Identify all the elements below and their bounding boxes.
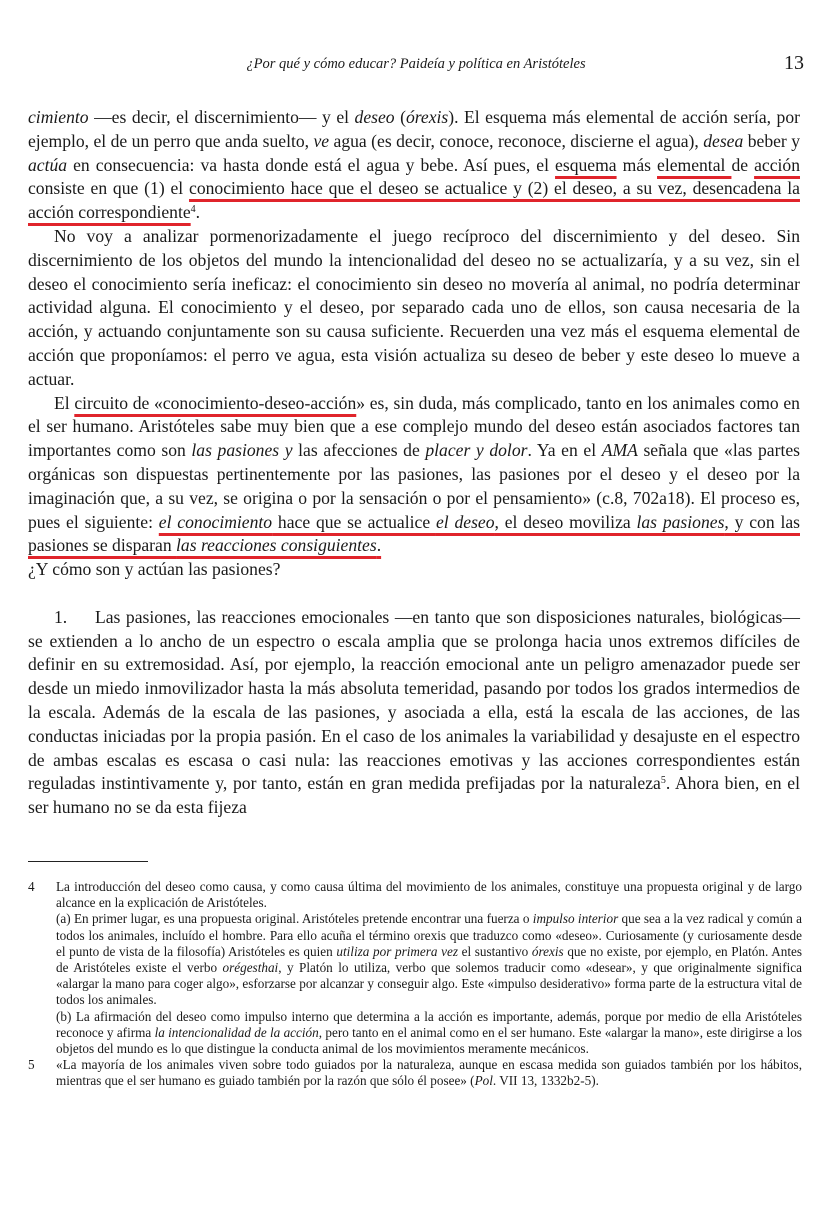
text-span: que no existe, por ejemplo, en Platón. Antes de Aristóteles existe el verbo xyxy=(56,943,802,976)
text-span: en consecuencia: va hasta donde está el agua y bebe. Así pues, el xyxy=(67,154,556,175)
text-span: desea xyxy=(703,130,744,151)
text-span: orégesthai xyxy=(222,960,279,976)
text-span: impulso interior xyxy=(532,911,619,927)
footnote-5 xyxy=(28,1057,802,1089)
text-span: órexis xyxy=(531,943,564,959)
text-span: señala que «las partes orgánicas son dispuestas pertinentemente por las pasiones, las pasiones por el deseo y el deseo por la imaginación que, a su vez, se origina o por la sensación o por el pensamiento» (c.8, 702a18). El proceso es, pues el siguiente: xyxy=(28,440,800,532)
text-span: ¿Y cómo son y actúan las pasiones? xyxy=(28,559,281,580)
highlight-underline: circuito de «conocimiento-deseo-acción xyxy=(74,392,357,413)
text-span: ( xyxy=(394,107,406,127)
text-span: agua (es decir, conoce, reconoce, discierne el agua), xyxy=(329,130,704,151)
footnote-4 xyxy=(28,879,802,1057)
text-span: —es decir, el discernimiento— y el xyxy=(88,107,355,127)
text-span: , y con las pasiones se disparan xyxy=(28,511,800,556)
footnote-text xyxy=(56,911,802,1008)
page-number: 13 xyxy=(784,52,804,74)
section-number: 1. xyxy=(54,606,68,627)
text-span: Pol xyxy=(474,1073,493,1089)
text-span: Las pasiones, las reacciones emocionales —en tanto que son disposiciones naturales, biológicas— se extienden a lo ancho de un espectro o escala amplia que se prolonga hacia unos extremos difíciles de definir en su extremosidad. Así, por ejemplo, la reacción emocional ante un peligro amenazador puede ser desde un miedo inmovilizador hasta la más absoluta temeridad, pasando por todos los grados intermedios de la escala. Además de la escala de las pasiones, y asociada a ella, está la escala de las acciones, de las conductas iniciadas por la propia pasión. En el caso de los animales la variabilidad y desajuste en el espectro de ambas escalas es escasa o casi nula: las reacciones emotivas y las acciones correspondientes están reguladas instintivamente y, por tanto, están en gran medida prefijadas por la naturaleza xyxy=(28,606,800,794)
text-span: utiliza por primera vez xyxy=(336,943,458,959)
text-span: . xyxy=(195,202,201,223)
text-span: placer y dolor xyxy=(425,440,528,461)
text-span: . Ya en el xyxy=(527,440,602,461)
footnote-number: 4 xyxy=(28,879,35,894)
text-span: El xyxy=(54,392,75,413)
text-span: . Ahora bien, en el ser humano no se da esta fijeza xyxy=(28,773,800,818)
text-span: ve xyxy=(313,130,330,151)
text-span: , el deseo moviliza xyxy=(494,511,637,532)
text-span: las afecciones de xyxy=(292,440,426,461)
text-span: hace que se actualice xyxy=(272,511,436,532)
footnote-ref-5[interactable]: 5 xyxy=(660,775,666,787)
footnote-text: La introducción del deseo como causa, y como causa última del movimiento de los animales, constituye una propuesta original y de largo alcance en la explicación de Aristóteles. xyxy=(56,879,802,911)
text-span: » es, sin duda, más complicado, tanto en los animales como en el ser humano. Aristóteles sabe muy bien que a ese complejo mundo del deseo están asociados factores tan importantes como son xyxy=(28,392,800,461)
text-span: más xyxy=(616,154,658,175)
highlight-underline: elemental xyxy=(657,154,732,175)
text-span: beber y xyxy=(743,130,801,151)
text-span: AMA xyxy=(601,440,638,461)
text-span: «La mayoría de los animales viven sobre todo guiados por la naturaleza, aunque en escasa medida son guiados también por los hábitos, mientras que el ser humano es guiado también por la razón que sólo él posee» ( xyxy=(56,1057,802,1089)
text-span: las reacciones consiguientes xyxy=(176,535,377,556)
text-span: . xyxy=(376,535,382,556)
footnote-text xyxy=(56,1009,802,1058)
footnote-number: 5 xyxy=(28,1057,35,1073)
highlight-underline: conocimiento hace que el deseo se actualice y (2) el deseo, a su vez, desencadena la acción correspondiente xyxy=(28,178,800,223)
text-span: las pasiones xyxy=(636,511,725,532)
text-span: el sustantivo xyxy=(457,943,532,959)
text-span: la intencionalidad de la acción xyxy=(154,1024,319,1040)
paragraph-3 xyxy=(28,392,800,582)
running-header xyxy=(28,52,804,78)
footnote-text xyxy=(56,1057,802,1089)
text-span: órexis xyxy=(405,107,449,127)
footnote-body xyxy=(56,1057,802,1089)
paragraph-1 xyxy=(28,106,800,225)
text-span: el conocimiento xyxy=(158,511,273,532)
text-span: (b) La afirmación del deseo como impulso interno que determina a la acción es importante, además, porque por medio de ella Aristóteles reconoce y afirma xyxy=(56,1008,802,1040)
main-text xyxy=(28,106,800,820)
text-span: , pero tanto en el animal como en el ser humano. Este «alargar la mano», este dirigirse a los objetos del mundo es lo que distingue la conducta animal de los movimientos meramente mecánicos. xyxy=(56,1024,802,1057)
text-span: (a) En primer lugar, es una propuesta original. Aristóteles pretende encontrar una fuerza o xyxy=(56,911,533,927)
text-span: consiste en que (1) el xyxy=(28,178,190,199)
text-span: , y Platón lo utiliza, verbo que solemos traducir como «desear», y que originalmente significa «alargar la mano para coger algo», esforzarse por alcanzar y conseguir algo. Este «impulso desiderativo» forma parte de la estructura vital de todos los animales. xyxy=(56,960,802,1008)
highlight-underline: acción xyxy=(754,154,800,175)
text-span: de xyxy=(731,154,755,175)
text-span: deseo xyxy=(354,107,395,127)
footnote-ref-4[interactable]: 4 xyxy=(190,204,196,216)
text-span: actúa xyxy=(28,154,68,175)
footnote-separator xyxy=(28,861,148,862)
highlight-underline: esquema xyxy=(555,154,617,175)
section-1 xyxy=(28,606,800,820)
footnote-body xyxy=(56,879,802,1057)
text-span: que sea a la vez radical y común a todos los animales, incluído el hombre. Para ello acuña el término orexis que traduzco como «deseo». Curiosamente (y curiosamente desde el punto de vista de la filosofía) Aristóteles es quien xyxy=(56,911,803,959)
footnotes xyxy=(28,879,802,1090)
text-span: cimiento xyxy=(28,107,89,127)
text-span: las pasiones y xyxy=(191,440,293,461)
text-span: el deseo xyxy=(435,511,495,532)
running-title: ¿Por qué y cómo educar? Paideía y política en Aristóteles xyxy=(246,56,586,72)
text-span: . VII 13, 1332b2-5). xyxy=(492,1073,599,1089)
paragraph-2: No voy a analizar pormenorizadamente el juego recíproco del discernimiento y del deseo. Sin discernimiento de los objetos del mundo la intencionalidad del deseo no se actualizaría, y a su vez, sin el deseo el conocimiento sería ineficaz: el conocimiento sin deseo no movería al animal, no podría determinar actividad alguna. El conocimiento y el deseo, por separado cada uno de ellos, son causa necesaria de la acción, y actuando conjuntamente son su causa suficiente. Recuerden una vez más el esquema elemental de acción que proponíamos: el perro ve agua, esta visión actualiza su deseo de beber y este deseo lo mueve a actuar. xyxy=(28,225,800,389)
text-span: ). El esquema más elemental de acción sería, por ejemplo, el de un perro que anda suelto, xyxy=(28,107,800,151)
